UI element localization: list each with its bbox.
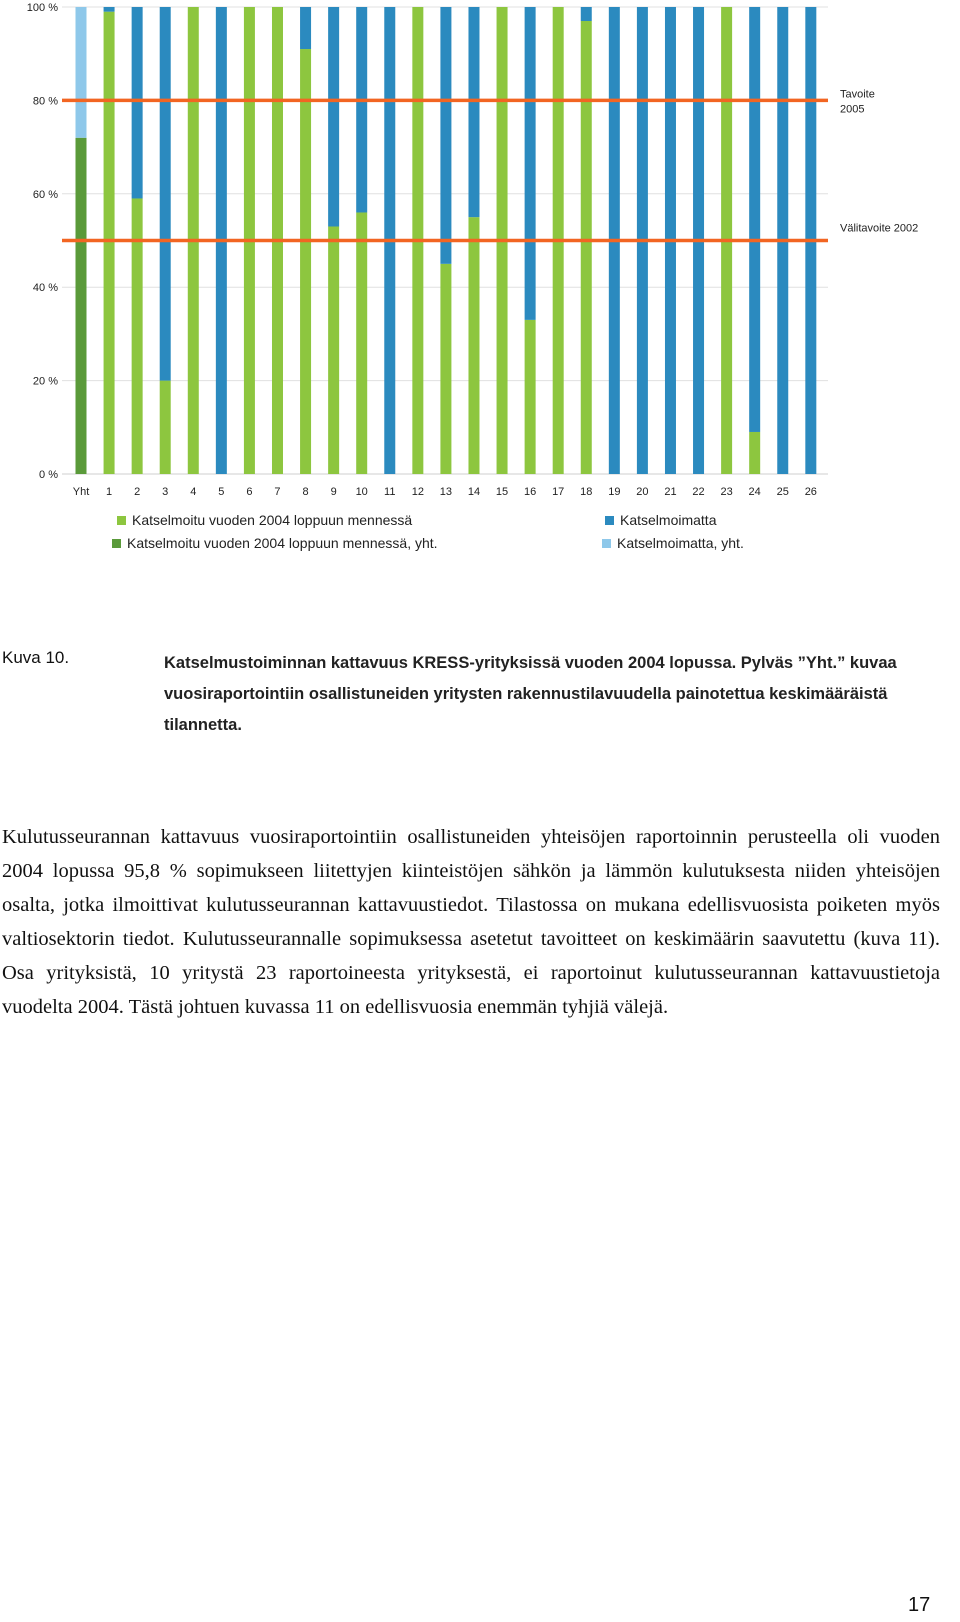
x-tick-label: 11 [384,486,396,498]
bar-segment [76,7,87,138]
x-tick-label: 19 [608,486,621,498]
x-tick-label: Yht [72,486,90,498]
bar-segment [749,432,760,474]
bar-segment [160,7,171,381]
bar-segment [440,7,451,264]
x-tick-label: 22 [692,486,705,498]
x-tick-label: 15 [495,486,509,498]
legend-swatch [605,516,614,525]
x-tick-label: 14 [467,486,481,498]
x-axis-ticks [73,486,817,498]
legend-item-reviewed-total [112,535,438,551]
y-tick-label: 60 % [32,188,58,201]
bar-segment [468,7,479,217]
y-tick-label: 20 % [32,375,58,388]
body-paragraph: Kulutusseurannan kattavuus vuosiraportointiin osallistuneiden yhteisöjen raportoinnin perusteella oli vuoden 2004 lopussa 95,8 % sopimukseen liitettyjen kiinteistöjen sähkön ja lämmön kulutuksesta niiden yhteisöjen osalta, jotka ilmoittivat kulutusseurannan kattavuustiedot. Tilastossa on mukana edellisvuosista poiketen myös valtiosektorin tiedot. Kulutusseurannalle sopimuksessa asetetut tavoitteet on keskimäärin saavutettu (kuva 11). Osa yrityksistä, 10 yritystä 23 raportoineesta yrityksestä, ei raportoinut kulutusseurannan kattavuustietoja vuodelta 2004. Tästä johtuen kuvassa 11 on edellisvuosia enemmän tyhjiä välejä. [2,826,940,1018]
bar-segment [468,217,479,474]
legend-label: Katselmoitu vuoden 2004 loppuun mennessä, yht. [127,535,438,551]
bar-segment [76,138,87,474]
stacked-bar-chart [0,0,960,600]
reference-line-label: Tavoite [840,88,875,101]
figure-caption: Katselmustoiminnan kattavuus KRESS-yrityksissä vuoden 2004 lopussa. Pylväs ”Yht.” kuvaa vuosiraportointiin osallistuneiden yritysten rakennustilavuudella painotettua keskimääräistä tilannetta. [164,654,897,734]
x-tick-label: 12 [411,486,424,498]
bar-segment [300,7,311,49]
x-tick-label: 7 [274,486,281,498]
legend-item-not-reviewed-total [602,535,744,551]
legend-swatch [112,539,121,548]
bar-segment [749,7,760,432]
legend-swatch [602,539,611,548]
x-tick-label: 5 [218,486,225,498]
bar-segment [440,264,451,474]
y-axis-ticks [27,2,58,481]
x-tick-label: 26 [804,486,817,498]
bar-segment [328,226,339,474]
bar-segment [581,21,592,474]
bar-segment [104,7,115,12]
x-tick-label: 21 [664,486,677,498]
page-number: 17 [908,1594,931,1616]
x-tick-label: 9 [330,486,337,498]
legend-item-not-reviewed [605,512,716,528]
bar-segment [525,7,536,320]
x-tick-label: 3 [162,486,169,498]
bar-segment [356,7,367,212]
y-tick-label: 40 % [32,282,58,295]
y-tick-label: 0 % [39,469,58,481]
legend-swatch [117,516,126,525]
x-tick-label: 25 [776,486,789,498]
legend-item-reviewed [117,512,412,528]
y-tick-label: 80 % [32,95,58,108]
bar-segment [328,7,339,226]
bar-segment [525,320,536,474]
x-tick-label: 2 [134,486,141,498]
x-tick-label: 10 [355,486,368,498]
bar-segment [104,12,115,474]
x-tick-label: 6 [246,486,253,498]
legend-label: Katselmoimatta [620,512,717,528]
x-tick-label: 17 [552,486,565,498]
bar-segment [300,49,311,474]
x-tick-label: 13 [439,486,453,498]
bar-segment [581,7,592,21]
x-tick-label: 20 [636,486,649,498]
figure-label: Kuva 10. [2,648,70,667]
legend-label: Katselmoimatta, yht. [617,535,744,551]
bar-segment [356,212,367,474]
legend-label: Katselmoitu vuoden 2004 loppuun mennessä [132,512,413,528]
x-tick-label: 23 [720,486,733,498]
x-tick-label: 18 [580,486,593,498]
bar-segment [132,7,143,198]
reference-line-label: 2005 [840,103,865,116]
x-tick-label: 16 [523,486,537,498]
x-tick-label: 4 [190,486,197,498]
x-tick-label: 1 [106,486,113,498]
reference-line-label: Välitavoite 2002 [840,222,919,235]
y-tick-label: 100 % [26,2,58,14]
bar-segment [160,381,171,474]
x-tick-label: 24 [748,486,761,498]
x-tick-label: 8 [302,486,309,498]
